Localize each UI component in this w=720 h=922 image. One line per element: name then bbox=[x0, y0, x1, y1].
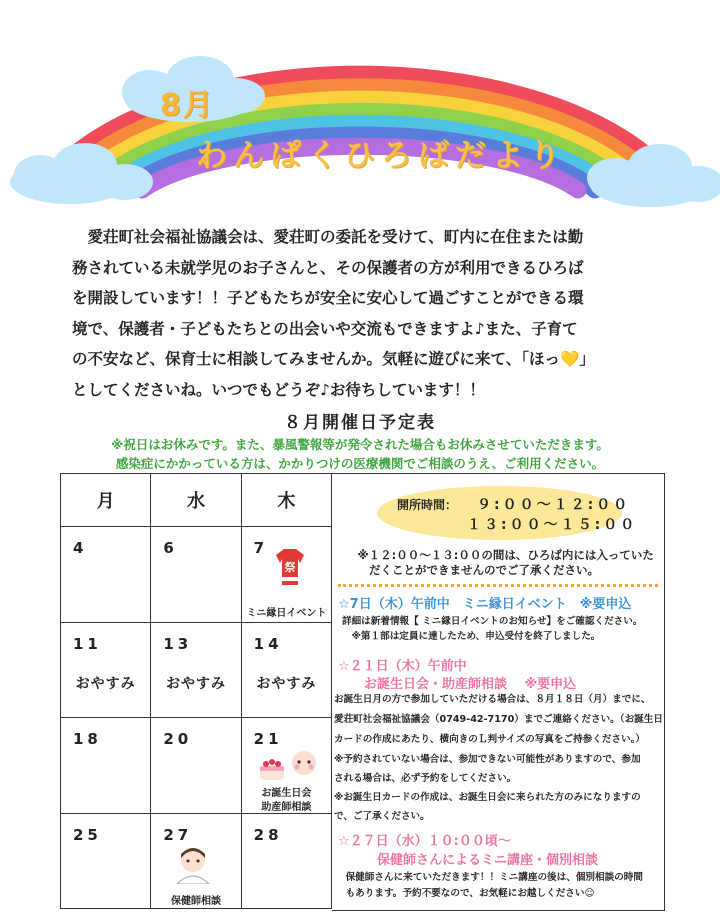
event-heading: ☆２１日（木）午前中 bbox=[338, 659, 467, 674]
health-nurse-icon bbox=[173, 844, 213, 884]
calendar-table bbox=[60, 473, 332, 909]
intro-line: 境で、保護者・子どもたちとの出会いや交流もできますよ♪また、子育て bbox=[72, 319, 578, 338]
lunch-closure-note bbox=[346, 548, 656, 578]
intro-line: 愛荘町社会福祉協議会は、愛荘町の委託を受けて、町内に在住または勤 bbox=[72, 228, 584, 246]
event-label: 保健師相談 bbox=[170, 895, 221, 907]
calendar-week-row bbox=[61, 622, 332, 717]
birthday-cake-icon bbox=[256, 752, 288, 784]
calendar-week-row bbox=[61, 718, 332, 813]
hero-banner bbox=[0, 0, 720, 215]
calendar-day-cell bbox=[151, 622, 241, 717]
event-heading: ☆２７日（水）１０:００頃～ bbox=[338, 834, 511, 849]
day-number: 18 bbox=[73, 730, 102, 749]
baby-face-icon bbox=[290, 748, 318, 778]
calendar-day-cell bbox=[241, 527, 331, 622]
calendar-day-cell bbox=[241, 718, 331, 813]
header-monday: 月 bbox=[61, 474, 151, 527]
intro-paragraph bbox=[72, 222, 672, 405]
note-line: ※１２:００～１３:００の間は、ひろば内には入っていた bbox=[346, 548, 654, 562]
schedule-title: ８月開催日予定表 bbox=[284, 413, 436, 433]
illness-notice: 感染症にかかっている方は、かかりつけの医療機関でご相談のうえ、ご利用ください。 bbox=[115, 456, 605, 471]
intro-line: としてくださいね。いつでもどうぞ♪お待ちしています！！ bbox=[72, 380, 485, 399]
day-number: 11 bbox=[73, 634, 102, 653]
closed-label: おやすみ bbox=[165, 675, 226, 692]
hours-morning: ９:００～１２:００ bbox=[477, 497, 631, 513]
event-detail: で、ご了承ください。 bbox=[334, 811, 430, 822]
hours-label: 開所時間： bbox=[397, 498, 458, 512]
event-detail: お誕生日月の方で参加していただける場合は、８月１８日（月）までに、 bbox=[334, 694, 651, 705]
info-panel bbox=[332, 473, 665, 911]
event-detail: 詳細は新着情報【 ミニ縁日イベントのお知らせ】をご確認ください。 bbox=[342, 616, 643, 627]
month-heading: 8月 bbox=[160, 88, 215, 123]
dotted-divider bbox=[338, 584, 658, 587]
day-number: 27 bbox=[163, 825, 193, 844]
event-detail: もあります。予約不要なので、お気軽にお越しください☺ bbox=[336, 888, 595, 899]
festival-happi-icon bbox=[272, 547, 308, 587]
event-detail: ※予約されていない場合は、参加できない可能性がありますので、参加 bbox=[334, 754, 641, 765]
newsletter-title: わんぱくひろばだより bbox=[196, 138, 566, 174]
calendar-day-cell bbox=[61, 527, 151, 622]
calendar-week-row bbox=[61, 813, 332, 908]
event-heading: お誕生日会・助産師相談 ※要申込 bbox=[338, 677, 577, 692]
calendar-day-cell bbox=[241, 813, 331, 908]
closed-label: おやすみ bbox=[75, 675, 136, 692]
intro-line: を開設しています！！子どもたちが安全に安心して過ごすことができる環 bbox=[72, 289, 584, 307]
header-thursday: 木 bbox=[241, 474, 331, 527]
event-detail: される場合は、必ず予約をしてください。 bbox=[334, 773, 517, 784]
calendar-day-cell bbox=[241, 622, 331, 717]
calendar-header-row bbox=[61, 474, 332, 527]
calendar-day-cell bbox=[61, 718, 151, 813]
day-number: 21 bbox=[253, 730, 283, 749]
event-label: ミニ縁日イベント bbox=[246, 608, 327, 620]
day-number: 6 bbox=[163, 539, 178, 558]
closed-label: おやすみ bbox=[256, 675, 317, 692]
day-number: 20 bbox=[163, 730, 193, 749]
rainbow-illustration bbox=[0, 0, 720, 215]
event-detail: ※第１部は定員に達したため、申込受付を終了しました。 bbox=[342, 631, 601, 642]
calendar-day-cell bbox=[61, 622, 151, 717]
day-number: 13 bbox=[163, 634, 193, 653]
calendar-day-cell bbox=[151, 813, 241, 908]
event-heading: 保健師さんによるミニ講座・個別相談 bbox=[338, 853, 599, 868]
calendar-week-row bbox=[61, 527, 332, 622]
hours-afternoon: １３:００～１５:００ bbox=[467, 517, 638, 533]
calendar-day-cell bbox=[151, 718, 241, 813]
event-detail: 保健師さんに来ていただきます！！ミニ講座の後は、個別相談の時間 bbox=[336, 872, 643, 883]
day-number: 25 bbox=[73, 825, 102, 844]
calendar-day-cell bbox=[151, 527, 241, 622]
event-detail: カードの作成にあたり、横向きのＬ判サイズの写真をご持参ください。） bbox=[334, 734, 646, 745]
event-label: お誕生日会 bbox=[261, 788, 312, 800]
event-label: 助産師相談 bbox=[261, 802, 312, 814]
event-detail: ※お誕生日カードの作成は、お誕生日会に来られた方のみになりますの bbox=[334, 792, 641, 803]
day-number: 7 bbox=[253, 539, 269, 558]
calendar-day-cell bbox=[61, 813, 151, 908]
event-detail: 愛荘町社会福祉協議会（0749-42-7170）までご連絡ください。（お誕生日 bbox=[334, 714, 663, 725]
header-wednesday: 水 bbox=[151, 474, 241, 527]
intro-line: の不安など、保育士に相談してみませんか。気軽に遊びに来て、「ほっ💛」 bbox=[72, 350, 595, 368]
intro-line: 務されている未就学児のお子さんと、その保護者の方が利用できるひろば bbox=[72, 258, 584, 277]
note-line: だくことができませんのでご了承ください。 bbox=[346, 563, 599, 577]
day-number: 28 bbox=[253, 825, 283, 844]
day-number: 4 bbox=[73, 539, 88, 558]
svg-text:祭: 祭 bbox=[284, 561, 296, 575]
day-number: 14 bbox=[253, 634, 283, 653]
event-heading: ☆7日（木）午前中 ミニ縁日イベント ※要申込 bbox=[338, 597, 632, 612]
holiday-notice: ※祝日はお休みです。また、暴風警報等が発令された場合もお休みさせていただきます。 bbox=[111, 437, 609, 452]
